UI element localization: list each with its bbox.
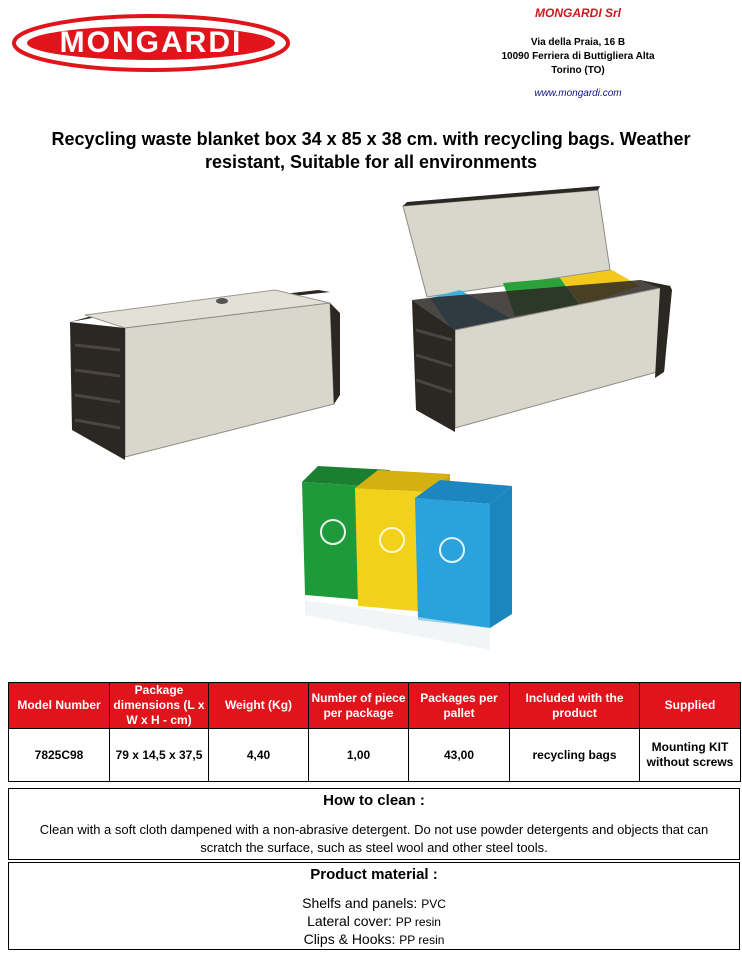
table-cell: 43,00 (409, 729, 510, 782)
column-header: Supplied (640, 683, 741, 729)
table-cell: 79 x 14,5 x 37,5 (110, 729, 209, 782)
recycling-bags-image (302, 466, 512, 650)
material-label: Shelfs and panels: (302, 895, 418, 911)
material-heading: Product material : (310, 866, 438, 883)
material-item (9, 895, 739, 913)
material-section (8, 862, 740, 950)
table-header-row (9, 683, 741, 729)
website-link[interactable]: www.mongardi.com (534, 88, 622, 99)
material-item (9, 913, 739, 931)
column-header: Number of piece per package (309, 683, 409, 729)
table-cell: 1,00 (309, 729, 409, 782)
table-cell: recycling bags (510, 729, 640, 782)
cleaning-section (8, 788, 740, 860)
column-header: Packages per pallet (409, 683, 510, 729)
svg-text:MONGARDI: MONGARDI (59, 26, 243, 59)
company-name: MONGARDI Srl (534, 6, 621, 20)
column-header: Weight (Kg) (209, 683, 309, 729)
closed-box-image (70, 290, 340, 460)
table-cell: 4,40 (209, 729, 309, 782)
page-title: Recycling waste blanket box 34 x 85 x 38 cm. with recycling bags. Weather resistant, Suitable for all environments (51, 129, 691, 172)
table-row (9, 729, 741, 782)
column-header: Package dimensions (L x W x H - cm) (110, 683, 209, 729)
cleaning-text: Clean with a soft cloth dampened with a non-abrasive detergent. Do not use powder detergents and objects that can scratch the surface, such as steel wool and other steel tools. (39, 822, 709, 855)
material-value: PP resin (399, 933, 445, 947)
table-cell: Mounting KIT without screws (640, 729, 741, 782)
material-value: PVC (421, 897, 446, 911)
table-cell: 7825C98 (9, 729, 110, 782)
material-label: Clips & Hooks: (303, 931, 396, 947)
material-label: Lateral cover: (307, 913, 392, 929)
material-item (9, 931, 739, 949)
specs-table (8, 682, 741, 782)
column-header: Model Number (9, 683, 110, 729)
cleaning-heading: How to clean : (323, 792, 425, 809)
material-value: PP resin (395, 915, 441, 929)
column-header: Included with the product (510, 683, 640, 729)
address-line: 10090 Ferriera di Buttigliera Alta (501, 51, 655, 62)
address-line: Via della Praia, 16 B (530, 37, 626, 48)
open-box-image (403, 186, 672, 432)
address-line: Torino (TO) (551, 65, 605, 76)
